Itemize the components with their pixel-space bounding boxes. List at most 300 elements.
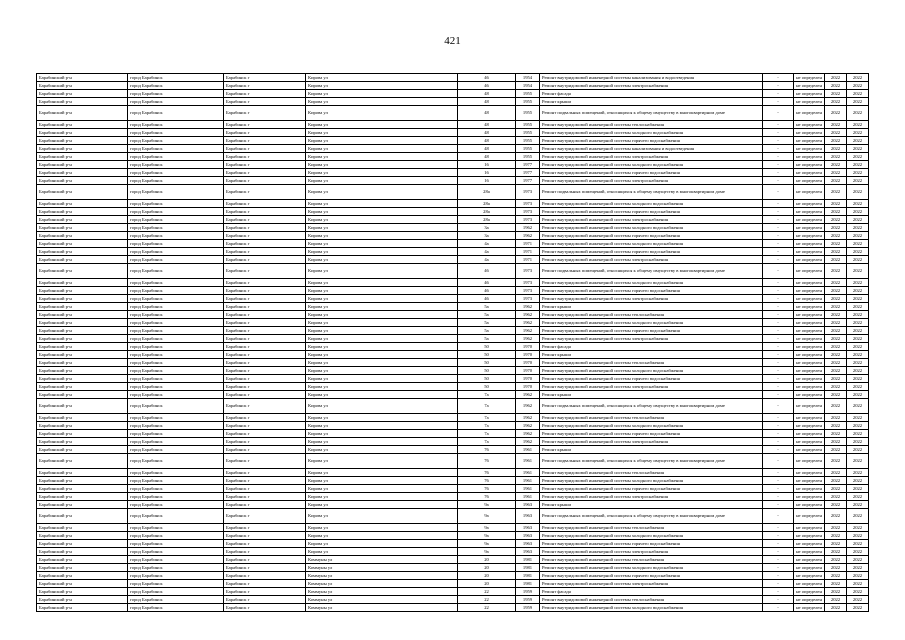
end-year-cell: 2022 <box>847 414 869 422</box>
end-year-cell: 2022 <box>847 208 869 216</box>
locality-cell: Барабинск г <box>224 556 306 564</box>
locality-cell: Барабинск г <box>224 540 306 548</box>
cost-cell: - <box>763 90 794 98</box>
start-year-cell: 2022 <box>825 375 847 383</box>
table-row <box>37 335 869 343</box>
table-row <box>37 501 869 509</box>
work-type-cell: Ремонт внутридомовой инженерной системы холодного водоснабжения <box>540 200 763 208</box>
work-type-cell: Ремонт крыши <box>540 351 763 359</box>
work-type-cell: Ремонт крыши <box>540 303 763 311</box>
work-type-cell: Ремонт крыши <box>540 98 763 106</box>
house-number-cell: 22 <box>458 588 516 596</box>
end-year-cell: 2022 <box>847 185 869 200</box>
city-cell: город Барабинск <box>128 383 224 391</box>
street-cell: Кирова ул <box>306 232 458 240</box>
locality-cell: Барабинск г <box>224 343 306 351</box>
cost-cell: - <box>763 422 794 430</box>
locality-cell: Барабинск г <box>224 477 306 485</box>
table-row <box>37 422 869 430</box>
house-number-cell: 46 <box>458 295 516 303</box>
house-number-cell: 7а <box>458 422 516 430</box>
term-cell: не определен <box>794 604 825 612</box>
start-year-cell: 2022 <box>825 256 847 264</box>
table-row <box>37 208 869 216</box>
street-cell: Кирова ул <box>306 446 458 454</box>
build-year-cell: 1962 <box>516 327 540 335</box>
end-year-cell: 2022 <box>847 327 869 335</box>
district-cell: Барабинский р-н <box>37 177 128 185</box>
district-cell: Барабинский р-н <box>37 161 128 169</box>
district-cell: Барабинский р-н <box>37 216 128 224</box>
cost-cell: - <box>763 106 794 121</box>
street-cell: Коммуны ул <box>306 580 458 588</box>
city-cell: город Барабинск <box>128 200 224 208</box>
locality-cell: Барабинск г <box>224 279 306 287</box>
district-cell: Барабинский р-н <box>37 391 128 399</box>
build-year-cell: 1955 <box>516 106 540 121</box>
locality-cell: Барабинск г <box>224 391 306 399</box>
city-cell: город Барабинск <box>128 572 224 580</box>
start-year-cell: 2022 <box>825 564 847 572</box>
start-year-cell: 2022 <box>825 248 847 256</box>
term-cell: не определен <box>794 287 825 295</box>
end-year-cell: 2022 <box>847 383 869 391</box>
table-row <box>37 493 869 501</box>
build-year-cell: 1973 <box>516 264 540 279</box>
table-row <box>37 248 869 256</box>
end-year-cell: 2022 <box>847 524 869 532</box>
end-year-cell: 2022 <box>847 454 869 469</box>
locality-cell: Барабинск г <box>224 185 306 200</box>
street-cell: Кирова ул <box>306 153 458 161</box>
street-cell: Коммуны ул <box>306 572 458 580</box>
house-number-cell: 4а <box>458 240 516 248</box>
build-year-cell: 1981 <box>516 580 540 588</box>
work-type-cell: Ремонт внутридомовой инженерной системы горячего водоснабжения <box>540 327 763 335</box>
locality-cell: Барабинск г <box>224 82 306 90</box>
house-number-cell: 46 <box>458 74 516 82</box>
term-cell: не определен <box>794 200 825 208</box>
street-cell: Кирова ул <box>306 501 458 509</box>
term-cell: не определен <box>794 311 825 319</box>
cost-cell: - <box>763 82 794 90</box>
term-cell: не определен <box>794 572 825 580</box>
house-number-cell: 50 <box>458 359 516 367</box>
cost-cell: - <box>763 121 794 129</box>
end-year-cell: 2022 <box>847 501 869 509</box>
locality-cell: Барабинск г <box>224 335 306 343</box>
start-year-cell: 2022 <box>825 185 847 200</box>
term-cell: не определен <box>794 319 825 327</box>
street-cell: Кирова ул <box>306 477 458 485</box>
district-cell: Барабинский р-н <box>37 580 128 588</box>
house-number-cell: 16 <box>458 169 516 177</box>
house-number-cell: 5а <box>458 303 516 311</box>
end-year-cell: 2022 <box>847 145 869 153</box>
work-type-cell: Ремонт подвальных помещений, относящихся к общему имуществу в многоквартирном доме <box>540 509 763 524</box>
locality-cell: Барабинск г <box>224 106 306 121</box>
term-cell: не определен <box>794 343 825 351</box>
build-year-cell: 1973 <box>516 287 540 295</box>
table-row <box>37 240 869 248</box>
build-year-cell: 1973 <box>516 208 540 216</box>
cost-cell: - <box>763 572 794 580</box>
district-cell: Барабинский р-н <box>37 248 128 256</box>
build-year-cell: 1970 <box>516 351 540 359</box>
house-number-cell: 5а <box>458 319 516 327</box>
start-year-cell: 2022 <box>825 335 847 343</box>
district-cell: Барабинский р-н <box>37 98 128 106</box>
start-year-cell: 2022 <box>825 82 847 90</box>
city-cell: город Барабинск <box>128 391 224 399</box>
cost-cell: - <box>763 524 794 532</box>
work-type-cell: Ремонт внутридомовой инженерной системы электроснабжения <box>540 153 763 161</box>
term-cell: не определен <box>794 548 825 556</box>
end-year-cell: 2022 <box>847 532 869 540</box>
city-cell: город Барабинск <box>128 469 224 477</box>
house-number-cell: 4а <box>458 256 516 264</box>
end-year-cell: 2022 <box>847 216 869 224</box>
street-cell: Кирова ул <box>306 169 458 177</box>
street-cell: Кирова ул <box>306 74 458 82</box>
work-type-cell: Ремонт внутридомовой инженерной системы электроснабжения <box>540 548 763 556</box>
cost-cell: - <box>763 145 794 153</box>
street-cell: Коммуны ул <box>306 556 458 564</box>
district-cell: Барабинский р-н <box>37 279 128 287</box>
work-type-cell: Ремонт внутридомовой инженерной системы теплоснабжения <box>540 596 763 604</box>
house-number-cell: 48 <box>458 106 516 121</box>
term-cell: не определен <box>794 177 825 185</box>
street-cell: Кирова ул <box>306 264 458 279</box>
district-cell: Барабинский р-н <box>37 311 128 319</box>
term-cell: не определен <box>794 208 825 216</box>
locality-cell: Барабинск г <box>224 137 306 145</box>
cost-cell: - <box>763 556 794 564</box>
city-cell: город Барабинск <box>128 343 224 351</box>
term-cell: не определен <box>794 153 825 161</box>
street-cell: Кирова ул <box>306 335 458 343</box>
city-cell: город Барабинск <box>128 82 224 90</box>
cost-cell: - <box>763 580 794 588</box>
cost-cell: - <box>763 169 794 177</box>
district-cell: Барабинский р-н <box>37 399 128 414</box>
house-number-cell: 50 <box>458 351 516 359</box>
start-year-cell: 2022 <box>825 106 847 121</box>
cost-cell: - <box>763 240 794 248</box>
start-year-cell: 2022 <box>825 596 847 604</box>
street-cell: Кирова ул <box>306 106 458 121</box>
cost-cell: - <box>763 256 794 264</box>
term-cell: не определен <box>794 524 825 532</box>
end-year-cell: 2022 <box>847 90 869 98</box>
street-cell: Кирова ул <box>306 454 458 469</box>
district-cell: Барабинский р-н <box>37 548 128 556</box>
house-number-cell: 20 <box>458 556 516 564</box>
build-year-cell: 1961 <box>516 485 540 493</box>
work-type-cell: Ремонт внутридомовой инженерной системы горячего водоснабжения <box>540 137 763 145</box>
end-year-cell: 2022 <box>847 82 869 90</box>
term-cell: не определен <box>794 564 825 572</box>
build-year-cell: 1962 <box>516 399 540 414</box>
table-row <box>37 588 869 596</box>
end-year-cell: 2022 <box>847 564 869 572</box>
district-cell: Барабинский р-н <box>37 153 128 161</box>
city-cell: город Барабинск <box>128 137 224 145</box>
work-type-cell: Ремонт внутридомовой инженерной системы горячего водоснабжения <box>540 232 763 240</box>
district-cell: Барабинский р-н <box>37 588 128 596</box>
cost-cell: - <box>763 232 794 240</box>
house-number-cell: 20 <box>458 572 516 580</box>
end-year-cell: 2022 <box>847 248 869 256</box>
build-year-cell: 1963 <box>516 540 540 548</box>
term-cell: не определен <box>794 383 825 391</box>
work-type-cell: Ремонт внутридомовой инженерной системы холодного водоснабжения <box>540 279 763 287</box>
table-row <box>37 383 869 391</box>
locality-cell: Барабинск г <box>224 524 306 532</box>
table-row <box>37 485 869 493</box>
locality-cell: Барабинск г <box>224 295 306 303</box>
start-year-cell: 2022 <box>825 485 847 493</box>
city-cell: город Барабинск <box>128 438 224 446</box>
table-row <box>37 604 869 612</box>
locality-cell: Барабинск г <box>224 485 306 493</box>
street-cell: Кирова ул <box>306 485 458 493</box>
build-year-cell: 1962 <box>516 438 540 446</box>
cost-cell: - <box>763 264 794 279</box>
end-year-cell: 2022 <box>847 169 869 177</box>
street-cell: Кирова ул <box>306 287 458 295</box>
end-year-cell: 2022 <box>847 399 869 414</box>
city-cell: город Барабинск <box>128 279 224 287</box>
work-type-cell: Ремонт внутридомовой инженерной системы холодного водоснабжения <box>540 532 763 540</box>
start-year-cell: 2022 <box>825 161 847 169</box>
end-year-cell: 2022 <box>847 98 869 106</box>
house-number-cell: 16 <box>458 161 516 169</box>
start-year-cell: 2022 <box>825 391 847 399</box>
build-year-cell: 1962 <box>516 232 540 240</box>
work-type-cell: Ремонт внутридомовой инженерной системы теплоснабжения <box>540 414 763 422</box>
work-type-cell: Ремонт внутридомовой инженерной системы теплоснабжения <box>540 469 763 477</box>
street-cell: Кирова ул <box>306 82 458 90</box>
build-year-cell: 1970 <box>516 383 540 391</box>
start-year-cell: 2022 <box>825 524 847 532</box>
street-cell: Кирова ул <box>306 383 458 391</box>
start-year-cell: 2022 <box>825 454 847 469</box>
district-cell: Барабинский р-н <box>37 82 128 90</box>
end-year-cell: 2022 <box>847 335 869 343</box>
start-year-cell: 2022 <box>825 556 847 564</box>
build-year-cell: 1962 <box>516 319 540 327</box>
city-cell: город Барабинск <box>128 540 224 548</box>
district-cell: Барабинский р-н <box>37 454 128 469</box>
term-cell: не определен <box>794 216 825 224</box>
table-row <box>37 137 869 145</box>
end-year-cell: 2022 <box>847 232 869 240</box>
table-row <box>37 129 869 137</box>
start-year-cell: 2022 <box>825 319 847 327</box>
house-number-cell: 46 <box>458 279 516 287</box>
start-year-cell: 2022 <box>825 169 847 177</box>
table-row <box>37 121 869 129</box>
table-row <box>37 572 869 580</box>
work-type-cell: Ремонт внутридомовой инженерной системы горячего водоснабжения <box>540 485 763 493</box>
table-row <box>37 153 869 161</box>
city-cell: город Барабинск <box>128 351 224 359</box>
street-cell: Кирова ул <box>306 343 458 351</box>
build-year-cell: 1981 <box>516 572 540 580</box>
work-type-cell: Ремонт крыши <box>540 501 763 509</box>
street-cell: Кирова ул <box>306 98 458 106</box>
locality-cell: Барабинск г <box>224 604 306 612</box>
term-cell: не определен <box>794 240 825 248</box>
work-type-cell: Ремонт внутридомовой инженерной системы холодного водоснабжения <box>540 604 763 612</box>
start-year-cell: 2022 <box>825 548 847 556</box>
district-cell: Барабинский р-н <box>37 596 128 604</box>
district-cell: Барабинский р-н <box>37 469 128 477</box>
city-cell: город Барабинск <box>128 216 224 224</box>
city-cell: город Барабинск <box>128 367 224 375</box>
locality-cell: Барабинск г <box>224 383 306 391</box>
table-row <box>37 596 869 604</box>
table-row <box>37 200 869 208</box>
house-number-cell: 48 <box>458 153 516 161</box>
term-cell: не определен <box>794 335 825 343</box>
build-year-cell: 1977 <box>516 161 540 169</box>
district-cell: Барабинский р-н <box>37 145 128 153</box>
city-cell: город Барабинск <box>128 580 224 588</box>
cost-cell: - <box>763 177 794 185</box>
end-year-cell: 2022 <box>847 129 869 137</box>
end-year-cell: 2022 <box>847 153 869 161</box>
work-type-cell: Ремонт внутридомовой инженерной системы холодного водоснабжения <box>540 161 763 169</box>
start-year-cell: 2022 <box>825 438 847 446</box>
work-type-cell: Ремонт крыши <box>540 391 763 399</box>
house-number-cell: 22 <box>458 604 516 612</box>
locality-cell: Барабинск г <box>224 580 306 588</box>
street-cell: Кирова ул <box>306 422 458 430</box>
build-year-cell: 1970 <box>516 359 540 367</box>
start-year-cell: 2022 <box>825 177 847 185</box>
street-cell: Кирова ул <box>306 185 458 200</box>
house-number-cell: 48 <box>458 121 516 129</box>
term-cell: не определен <box>794 446 825 454</box>
house-number-cell: 50 <box>458 367 516 375</box>
house-number-cell: 7а <box>458 414 516 422</box>
work-type-cell: Ремонт внутридомовой инженерной системы электроснабжения <box>540 438 763 446</box>
start-year-cell: 2022 <box>825 430 847 438</box>
cost-cell: - <box>763 327 794 335</box>
end-year-cell: 2022 <box>847 351 869 359</box>
start-year-cell: 2022 <box>825 295 847 303</box>
work-type-cell: Ремонт внутридомовой инженерной системы электроснабжения <box>540 216 763 224</box>
street-cell: Кирова ул <box>306 375 458 383</box>
cost-cell: - <box>763 414 794 422</box>
city-cell: город Барабинск <box>128 74 224 82</box>
table-row <box>37 446 869 454</box>
term-cell: не определен <box>794 414 825 422</box>
build-year-cell: 1973 <box>516 200 540 208</box>
build-year-cell: 1981 <box>516 556 540 564</box>
work-type-cell: Ремонт внутридомовой инженерной системы канализования и водоотведения <box>540 74 763 82</box>
build-year-cell: 1959 <box>516 588 540 596</box>
build-year-cell: 1963 <box>516 501 540 509</box>
locality-cell: Барабинск г <box>224 422 306 430</box>
street-cell: Кирова ул <box>306 327 458 335</box>
end-year-cell: 2022 <box>847 161 869 169</box>
city-cell: город Барабинск <box>128 319 224 327</box>
house-number-cell: 48 <box>458 90 516 98</box>
end-year-cell: 2022 <box>847 367 869 375</box>
house-number-cell: 48 <box>458 98 516 106</box>
district-cell: Барабинский р-н <box>37 446 128 454</box>
term-cell: не определен <box>794 256 825 264</box>
build-year-cell: 1961 <box>516 446 540 454</box>
cost-cell: - <box>763 153 794 161</box>
district-cell: Барабинский р-н <box>37 501 128 509</box>
street-cell: Кирова ул <box>306 177 458 185</box>
build-year-cell: 1973 <box>516 216 540 224</box>
house-number-cell: 4а <box>458 248 516 256</box>
street-cell: Кирова ул <box>306 532 458 540</box>
district-cell: Барабинский р-н <box>37 604 128 612</box>
locality-cell: Барабинск г <box>224 446 306 454</box>
locality-cell: Барабинск г <box>224 240 306 248</box>
house-number-cell: 9а <box>458 524 516 532</box>
city-cell: город Барабинск <box>128 240 224 248</box>
term-cell: не определен <box>794 509 825 524</box>
start-year-cell: 2022 <box>825 287 847 295</box>
house-number-cell: 48 <box>458 137 516 145</box>
work-type-cell: Ремонт внутридомовой инженерной системы холодного водоснабжения <box>540 224 763 232</box>
term-cell: не определен <box>794 169 825 177</box>
city-cell: город Барабинск <box>128 430 224 438</box>
end-year-cell: 2022 <box>847 359 869 367</box>
work-type-cell: Ремонт подвальных помещений, относящихся к общему имуществу в многоквартирном доме <box>540 399 763 414</box>
cost-cell: - <box>763 399 794 414</box>
end-year-cell: 2022 <box>847 200 869 208</box>
district-cell: Барабинский р-н <box>37 438 128 446</box>
table-row <box>37 90 869 98</box>
house-number-cell: 50 <box>458 375 516 383</box>
house-number-cell: 7а <box>458 438 516 446</box>
start-year-cell: 2022 <box>825 493 847 501</box>
term-cell: не определен <box>794 98 825 106</box>
district-cell: Барабинский р-н <box>37 200 128 208</box>
city-cell: город Барабинск <box>128 153 224 161</box>
city-cell: город Барабинск <box>128 129 224 137</box>
end-year-cell: 2022 <box>847 604 869 612</box>
district-cell: Барабинский р-н <box>37 383 128 391</box>
cost-cell: - <box>763 129 794 137</box>
street-cell: Кирова ул <box>306 303 458 311</box>
city-cell: город Барабинск <box>128 264 224 279</box>
district-cell: Барабинский р-н <box>37 185 128 200</box>
city-cell: город Барабинск <box>128 232 224 240</box>
end-year-cell: 2022 <box>847 422 869 430</box>
city-cell: город Барабинск <box>128 106 224 121</box>
city-cell: город Барабинск <box>128 145 224 153</box>
table-row <box>37 106 869 121</box>
district-cell: Барабинский р-н <box>37 224 128 232</box>
house-number-cell: 9а <box>458 509 516 524</box>
city-cell: город Барабинск <box>128 359 224 367</box>
street-cell: Кирова ул <box>306 509 458 524</box>
city-cell: город Барабинск <box>128 98 224 106</box>
locality-cell: Барабинск г <box>224 303 306 311</box>
build-year-cell: 1970 <box>516 343 540 351</box>
locality-cell: Барабинск г <box>224 121 306 129</box>
table-row <box>37 169 869 177</box>
